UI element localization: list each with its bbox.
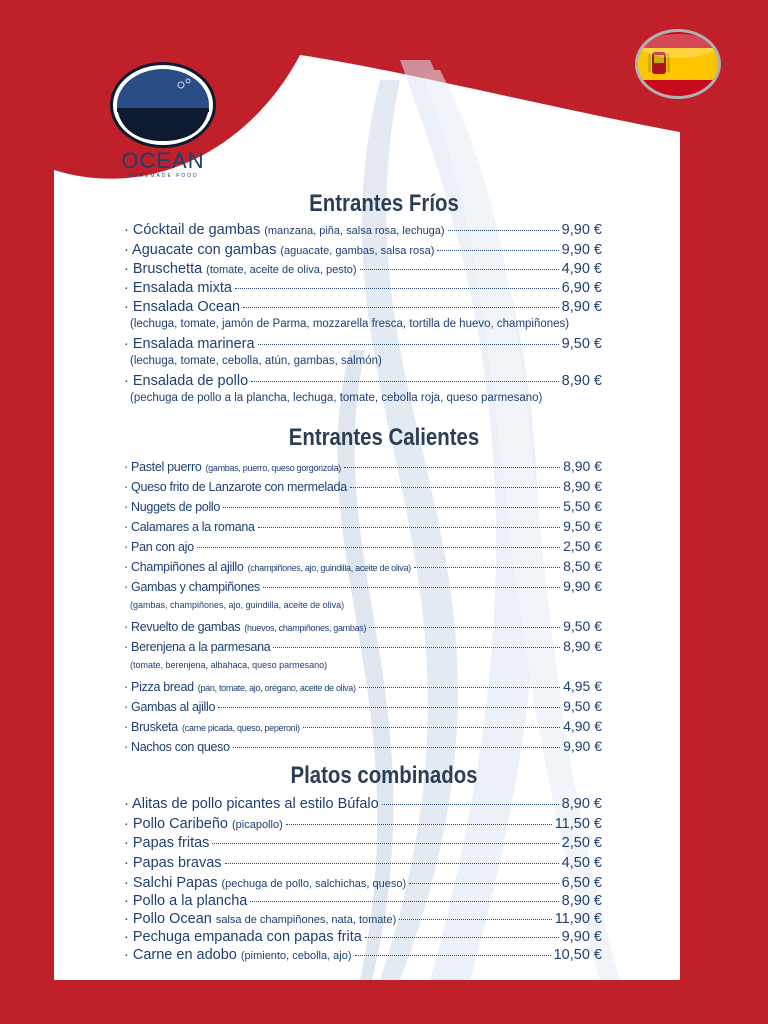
item-description: salsa de champiñones, nata, tomate)	[215, 914, 397, 926]
dot-leader	[243, 307, 559, 308]
item-price: 8,90 €	[561, 796, 602, 812]
item-price: 4,90 €	[561, 261, 602, 277]
dot-leader	[273, 647, 560, 648]
menu-item	[124, 638, 602, 654]
item-price: 2,50 €	[561, 835, 602, 851]
item-name: · Bruschetta	[124, 261, 203, 277]
item-price: 8,50 €	[563, 558, 602, 574]
item-name: · Berenjena a la parmesana	[124, 640, 271, 654]
dot-leader	[437, 250, 558, 251]
item-price: 8,90 €	[561, 299, 602, 315]
spain-flag-icon[interactable]	[634, 28, 722, 100]
item-price: 11,90 €	[554, 911, 602, 927]
menu-item	[124, 578, 602, 594]
dot-leader	[223, 507, 560, 508]
item-description: (tomate, aceite de oliva, pesto)	[206, 264, 357, 276]
item-name: · Ensalada de pollo	[124, 373, 249, 389]
dot-leader	[409, 883, 558, 884]
item-price: 9,50 €	[563, 618, 602, 634]
menu-item	[124, 498, 602, 514]
item-description: (gambas, puerro, queso gorgonzola)	[205, 463, 341, 473]
item-price: 10,50 €	[553, 947, 602, 963]
item-description: (pan, tomate, ajo, orégano, aceite de oliva)	[197, 683, 356, 693]
dot-leader	[303, 727, 560, 728]
dot-leader	[399, 919, 551, 920]
menu-item	[124, 261, 602, 277]
section-title: Platos combinados	[290, 762, 478, 789]
dot-leader	[263, 587, 560, 588]
menu-item	[124, 373, 602, 389]
item-name: · Nachos con queso	[124, 740, 230, 754]
item-price: 5,50 €	[563, 498, 602, 514]
menu-item	[124, 458, 602, 474]
section-title: Entrantes Fríos	[309, 190, 459, 217]
dot-leader	[350, 487, 560, 488]
dot-leader	[250, 901, 558, 902]
item-name: · Brusketa	[124, 720, 178, 734]
item-price: 4,95 €	[563, 678, 602, 694]
item-price: 2,50 €	[563, 538, 602, 554]
dot-leader	[414, 567, 560, 568]
item-name: · Ensalada mixta	[124, 280, 232, 296]
menu-item	[124, 835, 602, 851]
dot-leader	[233, 747, 560, 748]
item-name: · Calamares a la romana	[124, 520, 255, 534]
menu-item	[124, 816, 602, 832]
menu-item	[124, 538, 602, 554]
item-description: (champiñones, ajo, guindilla, aceite de oliva)	[247, 563, 411, 573]
item-name: · Pechuga empanada con papas frita	[124, 929, 362, 945]
item-name: · Ensalada marinera	[124, 336, 255, 352]
item-name: · Pastel puerro	[124, 460, 202, 474]
logo-wordmark: OCEAN	[121, 148, 205, 173]
item-price: 9,50 €	[563, 698, 602, 714]
item-name: · Carne en adobo	[124, 947, 237, 963]
dot-leader	[258, 344, 559, 345]
dot-leader	[235, 288, 559, 289]
dot-leader	[360, 269, 559, 270]
item-note: (tomate, berenjena, albahaca, queso parmesano)	[130, 660, 328, 670]
menu-item	[124, 738, 602, 754]
item-name: · Ensalada Ocean	[124, 299, 241, 315]
item-description: (picapollo)	[231, 819, 283, 831]
item-price: 9,50 €	[561, 336, 602, 352]
dot-leader	[365, 937, 559, 938]
section-title: Entrantes Calientes	[288, 424, 480, 451]
item-description: (pechuga de pollo, salchichas, queso)	[221, 878, 407, 890]
menu-item	[124, 678, 602, 694]
dot-leader	[212, 843, 558, 844]
menu-item	[124, 558, 602, 574]
item-price: 4,90 €	[563, 718, 602, 734]
dot-leader	[251, 381, 559, 382]
item-description: (manzana, piña, salsa rosa, lechuga)	[264, 225, 445, 237]
logo-tagline: HOMEMADE FOOD	[127, 173, 199, 179]
item-note: (lechuga, tomate, jamón de Parma, mozzarella fresca, tortilla de huevo, champiñones)	[130, 318, 570, 330]
item-price: 8,90 €	[561, 373, 602, 389]
item-name: · Cócktail de gambas	[124, 222, 261, 238]
menu-item	[124, 242, 602, 258]
dot-leader	[218, 707, 560, 708]
menu-item	[124, 875, 602, 891]
dot-leader	[258, 527, 560, 528]
dot-leader	[286, 824, 552, 825]
item-price: 4,50 €	[561, 855, 602, 871]
item-note: (gambas, champiñones, ajo, guindilla, aceite de oliva)	[130, 600, 345, 610]
item-description: (pimiento, cebolla, ajo)	[240, 950, 352, 962]
item-description: (carne picada, queso, peperoni)	[181, 723, 300, 733]
dot-leader	[359, 687, 560, 688]
dot-leader	[382, 804, 559, 805]
item-price: 9,90 €	[561, 222, 602, 238]
item-price: 9,90 €	[563, 578, 602, 594]
item-name: · Queso frito de Lanzarote con mermelada	[124, 480, 347, 494]
item-name: · Gambas al ajillo	[124, 700, 216, 714]
menu-item	[124, 893, 602, 909]
menu-item	[124, 947, 602, 963]
item-name: · Gambas y champiñones	[124, 580, 260, 594]
item-price: 9,90 €	[561, 929, 602, 945]
item-price: 8,90 €	[563, 478, 602, 494]
item-price: 8,90 €	[563, 458, 602, 474]
dot-leader	[355, 955, 551, 956]
item-name: · Papas fritas	[124, 835, 210, 851]
item-description: (aguacate, gambas, salsa rosa)	[280, 245, 435, 257]
menu-item	[124, 222, 602, 238]
menu-item	[124, 698, 602, 714]
item-description: (huevos, champiñones, gambas)	[244, 623, 367, 633]
item-name: · Papas bravas	[124, 855, 222, 871]
item-price: 9,50 €	[563, 518, 602, 534]
item-price: 9,90 €	[561, 242, 602, 258]
item-price: 6,50 €	[561, 875, 602, 891]
item-name: · Champiñones al ajillo	[124, 560, 244, 574]
item-price: 6,90 €	[561, 280, 602, 296]
item-price: 11,50 €	[554, 816, 602, 832]
item-note: (lechuga, tomate, cebolla, atún, gambas, salmón)	[130, 355, 382, 367]
item-name: · Pollo Caribeño	[124, 816, 228, 832]
menu-item	[124, 518, 602, 534]
item-price: 9,90 €	[563, 738, 602, 754]
menu-item	[124, 796, 602, 812]
dot-leader	[369, 627, 560, 628]
menu-item	[124, 718, 602, 734]
item-price: 8,90 €	[563, 638, 602, 654]
dot-leader	[448, 230, 559, 231]
dot-leader	[197, 547, 560, 548]
item-name: · Nuggets de pollo	[124, 500, 221, 514]
item-name: · Pollo Ocean	[124, 911, 212, 927]
item-name: · Pollo a la plancha	[124, 893, 248, 909]
item-name: · Salchi Papas	[124, 875, 218, 891]
menu-item	[124, 299, 602, 315]
item-name: · Alitas de pollo picantes al estilo Búfalo	[124, 796, 379, 812]
dot-leader	[344, 467, 560, 468]
item-name: · Aguacate con gambas	[124, 242, 277, 258]
menu-item	[124, 478, 602, 494]
menu-item	[124, 280, 602, 296]
item-name: · Pan con ajo	[124, 540, 194, 554]
item-note: (pechuga de pollo a la plancha, lechuga, tomate, cebolla roja, queso parmesano)	[130, 392, 543, 404]
menu-item	[124, 855, 602, 871]
dot-leader	[225, 863, 559, 864]
item-name: · Pizza bread	[124, 680, 194, 694]
item-price: 8,90 €	[561, 893, 602, 909]
menu-item	[124, 929, 602, 945]
menu-item	[124, 336, 602, 352]
menu-item	[124, 911, 602, 927]
menu-item	[124, 618, 602, 634]
item-name: · Revuelto de gambas	[124, 620, 241, 634]
